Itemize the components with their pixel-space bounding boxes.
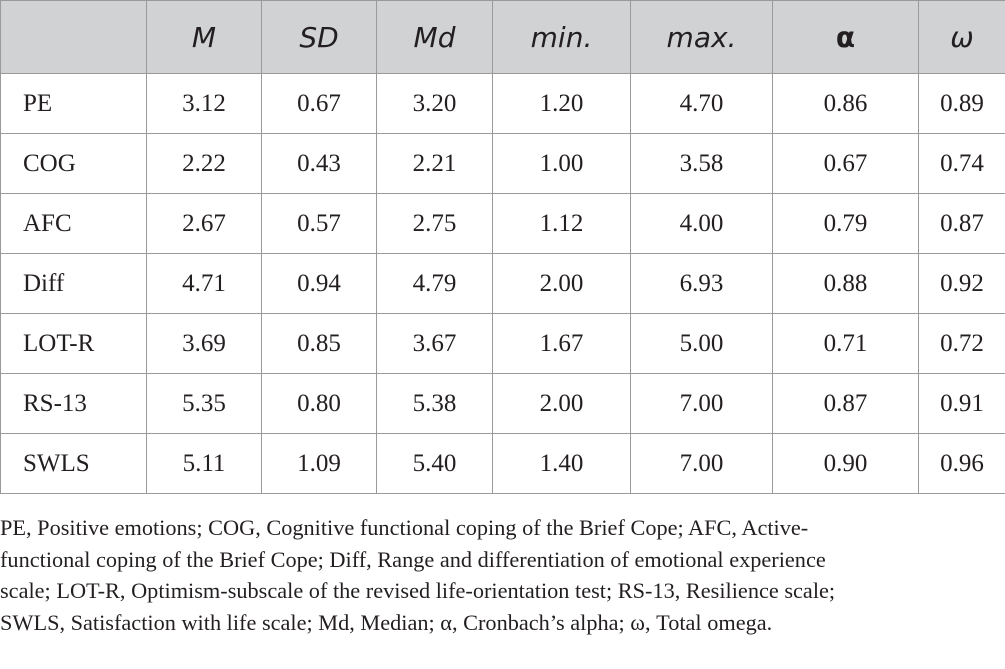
- cell-median: 5.38: [377, 374, 493, 434]
- cell-max: 7.00: [631, 374, 773, 434]
- row-label: LOT-R: [1, 314, 147, 374]
- cell-omega: 0.74: [919, 134, 1005, 194]
- cell-alpha: 0.88: [773, 254, 919, 314]
- cell-median: 4.79: [377, 254, 493, 314]
- cell-max: 3.58: [631, 134, 773, 194]
- table-row: [1, 134, 1005, 194]
- cell-alpha: 0.86: [773, 74, 919, 134]
- cell-mean: 4.71: [147, 254, 262, 314]
- cell-sd: 0.43: [262, 134, 377, 194]
- header-cell-mean: M: [147, 1, 262, 74]
- header-cell-min: min.: [493, 1, 631, 74]
- cell-alpha: 0.71: [773, 314, 919, 374]
- cell-omega: 0.72: [919, 314, 1005, 374]
- cell-mean: 3.69: [147, 314, 262, 374]
- cell-mean: 2.22: [147, 134, 262, 194]
- row-label: PE: [1, 74, 147, 134]
- cell-sd: 0.94: [262, 254, 377, 314]
- header-cell-median: Md: [377, 1, 493, 74]
- cell-omega: 0.89: [919, 74, 1005, 134]
- cell-median: 3.67: [377, 314, 493, 374]
- cell-min: 1.12: [493, 194, 631, 254]
- footnote-line: PE, Positive emotions; COG, Cognitive functional coping of the Brief Cope; AFC, Active-: [0, 515, 809, 540]
- header-cell-sd: SD: [262, 1, 377, 74]
- cell-omega: 0.96: [919, 434, 1005, 494]
- cell-min: 1.67: [493, 314, 631, 374]
- cell-median: 5.40: [377, 434, 493, 494]
- cell-sd: 0.57: [262, 194, 377, 254]
- table-row: [1, 254, 1005, 314]
- cell-alpha: 0.87: [773, 374, 919, 434]
- cell-mean: 2.67: [147, 194, 262, 254]
- table-row: [1, 194, 1005, 254]
- cell-sd: 0.80: [262, 374, 377, 434]
- cell-omega: 0.87: [919, 194, 1005, 254]
- header-cell-empty: [1, 1, 147, 74]
- cell-min: 2.00: [493, 374, 631, 434]
- row-label: SWLS: [1, 434, 147, 494]
- cell-min: 1.40: [493, 434, 631, 494]
- cell-sd: 1.09: [262, 434, 377, 494]
- cell-alpha: 0.79: [773, 194, 919, 254]
- table-body: [1, 74, 1005, 494]
- cell-omega: 0.92: [919, 254, 1005, 314]
- table-header: [1, 1, 1005, 74]
- cell-max: 5.00: [631, 314, 773, 374]
- header-cell-omega: ω: [919, 1, 1005, 74]
- row-label: AFC: [1, 194, 147, 254]
- cell-median: 2.75: [377, 194, 493, 254]
- cell-sd: 0.85: [262, 314, 377, 374]
- cell-min: 1.20: [493, 74, 631, 134]
- cell-alpha: 0.90: [773, 434, 919, 494]
- table-row: [1, 314, 1005, 374]
- header-row: [1, 1, 1005, 74]
- cell-sd: 0.67: [262, 74, 377, 134]
- cell-mean: 3.12: [147, 74, 262, 134]
- cell-max: 7.00: [631, 434, 773, 494]
- row-label: RS-13: [1, 374, 147, 434]
- cell-min: 1.00: [493, 134, 631, 194]
- footnote-line: functional coping of the Brief Cope; Diff, Range and differentiation of emotional experience: [0, 546, 826, 572]
- cell-median: 2.21: [377, 134, 493, 194]
- header-cell-max: max.: [631, 1, 773, 74]
- table-row: [1, 74, 1005, 134]
- footnote-line: scale; LOT-R, Optimism-subscale of the revised life-orientation test; RS-13, Resilience scale;: [0, 578, 836, 603]
- cell-median: 3.20: [377, 74, 493, 134]
- cell-max: 6.93: [631, 254, 773, 314]
- row-label: Diff: [1, 254, 147, 314]
- row-label: COG: [1, 134, 147, 194]
- footnote-line: SWLS, Satisfaction with life scale; Md, Median; α, Cronbach’s alpha; ω, Total omega.: [0, 609, 773, 635]
- header-cell-alpha: α: [773, 1, 919, 74]
- table-footnote: [0, 512, 990, 638]
- table-row: [1, 374, 1005, 434]
- cell-max: 4.00: [631, 194, 773, 254]
- cell-max: 4.70: [631, 74, 773, 134]
- table-row: [1, 434, 1005, 494]
- cell-alpha: 0.67: [773, 134, 919, 194]
- cell-mean: 5.35: [147, 374, 262, 434]
- cell-mean: 5.11: [147, 434, 262, 494]
- cell-min: 2.00: [493, 254, 631, 314]
- cell-omega: 0.91: [919, 374, 1005, 434]
